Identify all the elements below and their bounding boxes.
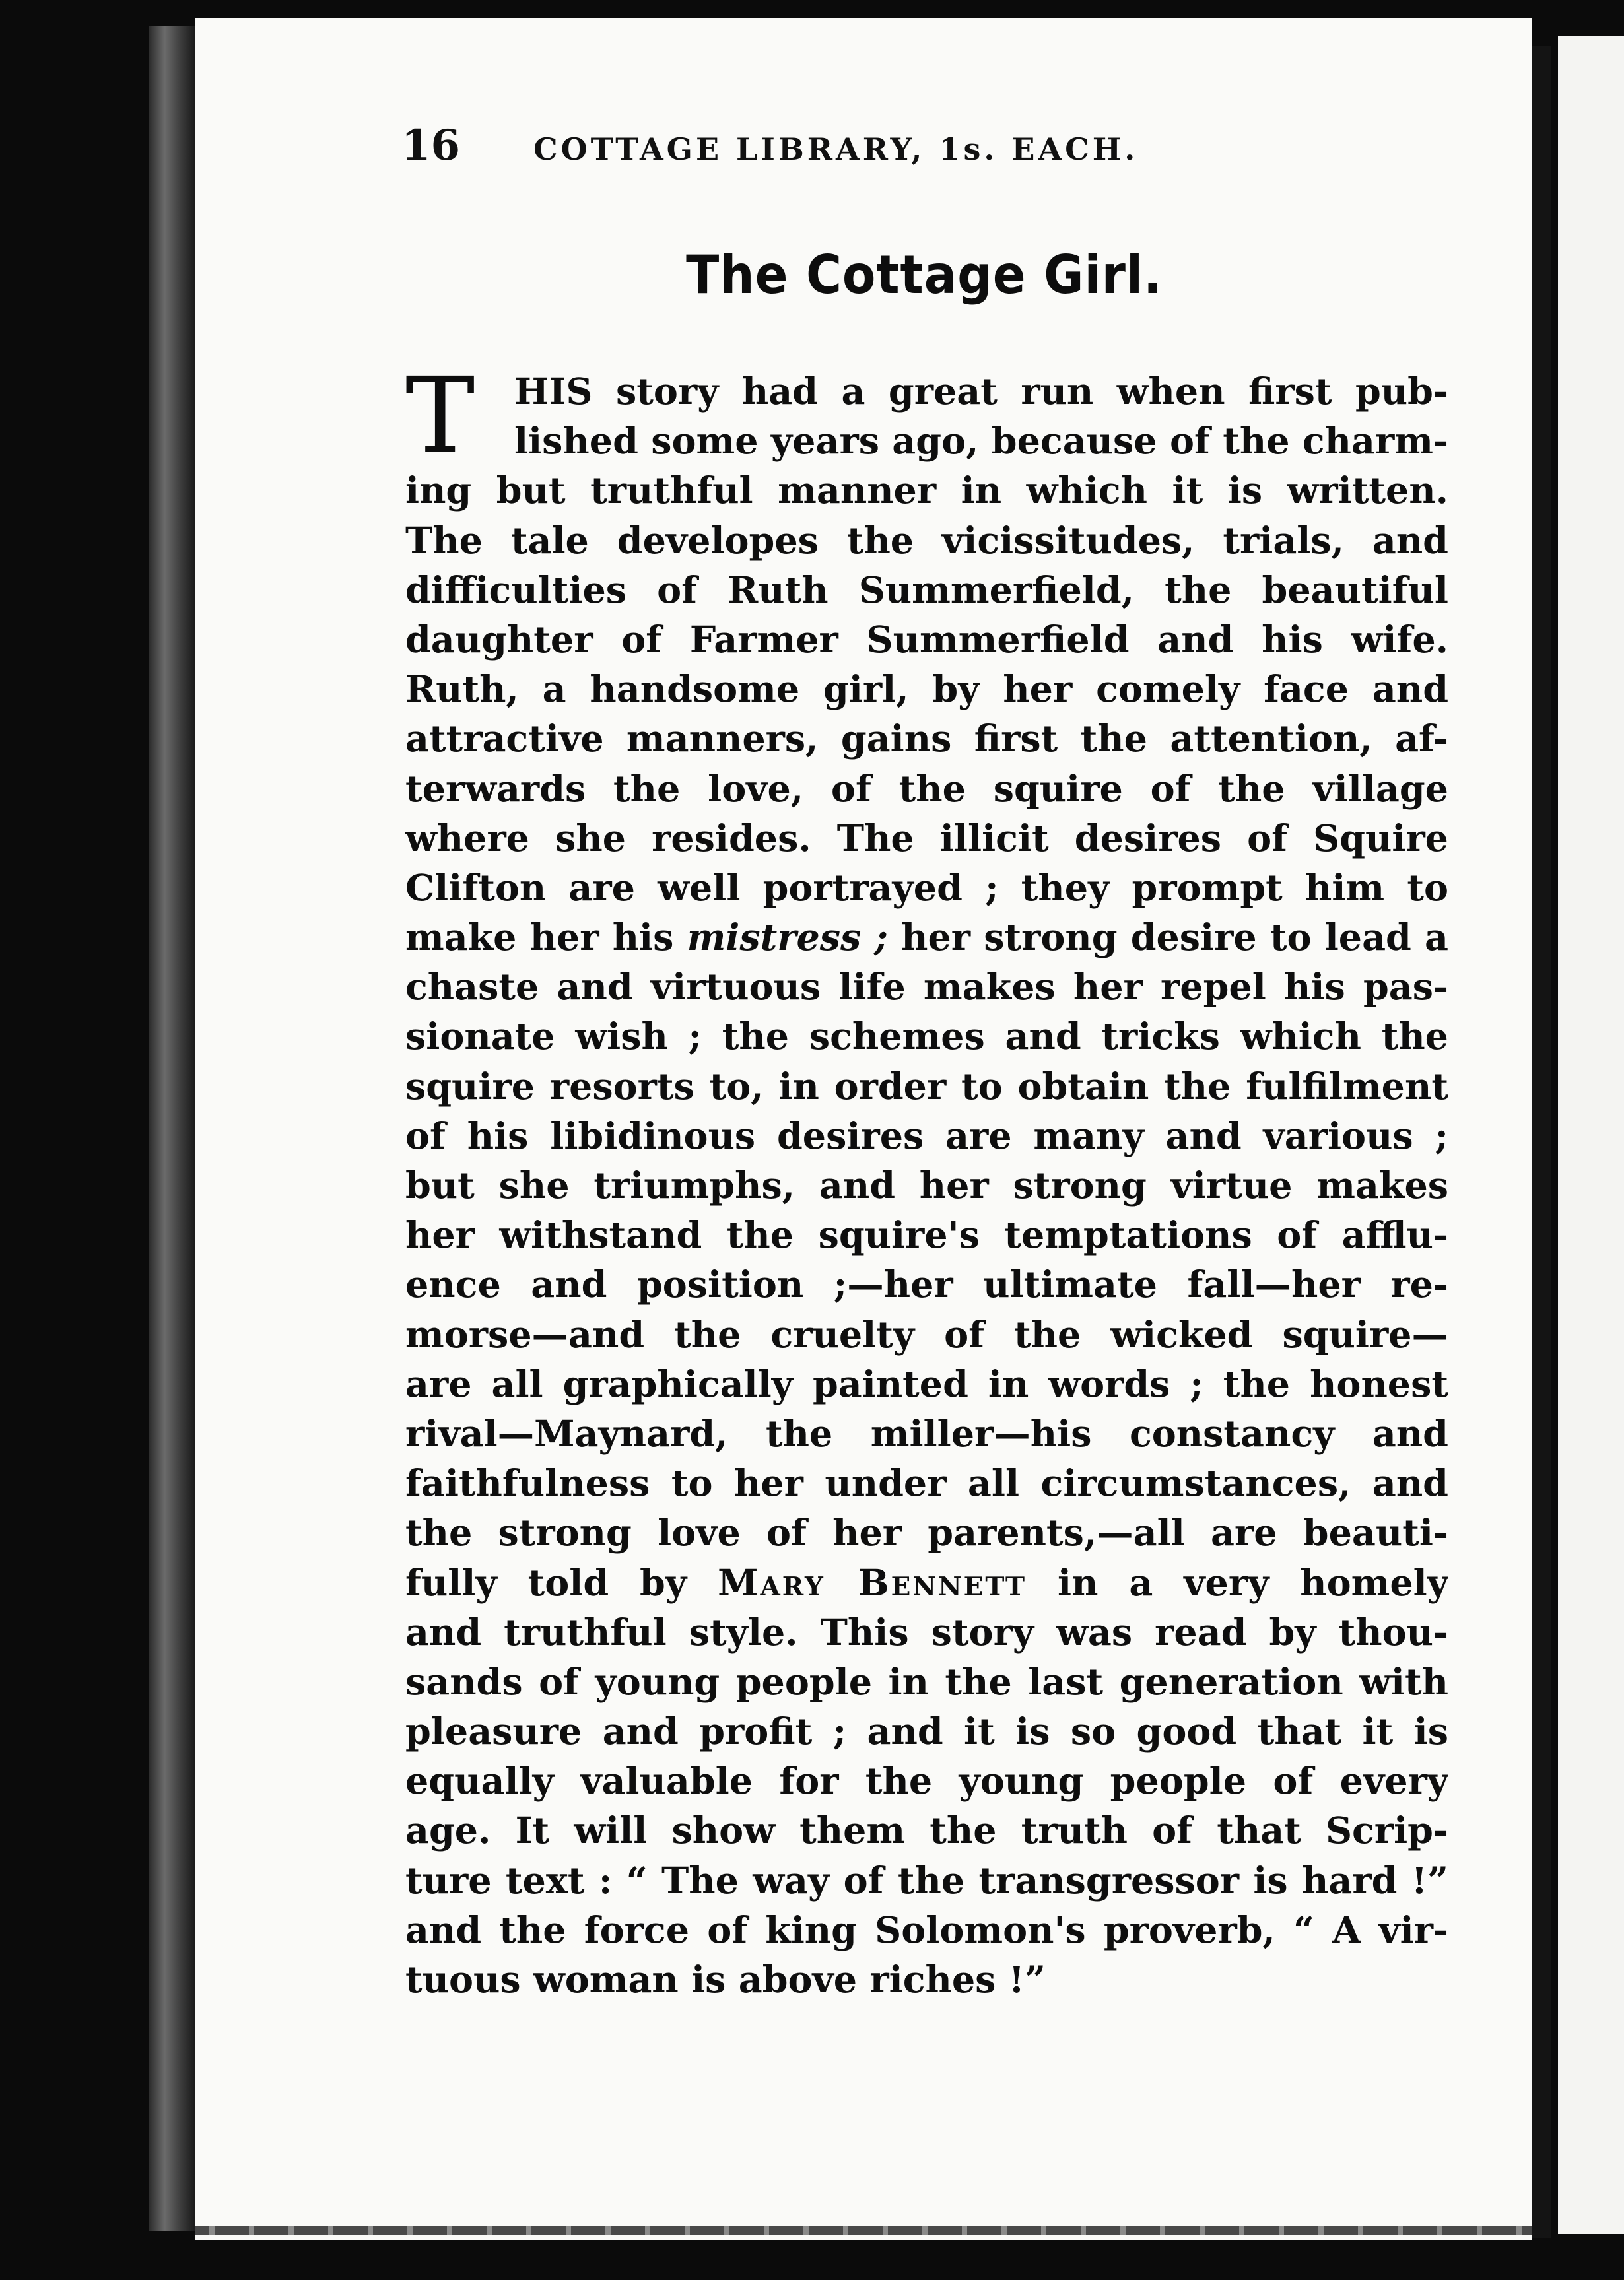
text-line: terwards the love, of the squire of the village xyxy=(405,767,1448,811)
text-line: HIS story had a great run when first pub- xyxy=(514,370,1448,413)
text-line: the strong love of her parents,—all are beauti- xyxy=(405,1512,1448,1555)
text-line: sionate wish ; the schemes and tricks which the xyxy=(405,1015,1448,1059)
text-line: tuous woman is above riches !” xyxy=(405,1959,1046,2001)
text-line: morse—and the cruelty of the wicked squire— xyxy=(405,1313,1448,1357)
text-line xyxy=(405,1559,1448,1608)
text-line: difficulties of Ruth Summerfield, the beautiful xyxy=(405,568,1448,612)
story-title: The Cottage Girl. xyxy=(686,244,1163,306)
text-line: pleasure and profit ; and it is so good that it is xyxy=(405,1710,1448,1754)
text-line: rival—Maynard, the miller—his constancy and xyxy=(405,1412,1448,1456)
text-line: faithfulness to her under all circumstances, and xyxy=(405,1462,1448,1506)
story-body xyxy=(405,355,1448,2005)
emphasized-word: mistress ; xyxy=(687,916,888,960)
text-segment: in a very homely xyxy=(1027,1561,1448,1605)
page-bottom-edge xyxy=(195,2226,1532,2235)
text-line: The tale developes the vicissitudes, trials, and xyxy=(405,519,1448,562)
text-line: Clifton are well portrayed ; they prompt him to xyxy=(405,866,1448,910)
drop-cap: T xyxy=(405,355,475,477)
text-line: where she resides. The illicit desires of Squire xyxy=(405,817,1448,860)
text-line: ing but truthful manner in which it is written. xyxy=(405,469,1448,513)
text-segment: fully told by xyxy=(405,1561,718,1605)
text-line: but she triumphs, and her strong virtue makes xyxy=(405,1164,1448,1207)
text-line: attractive manners, gains first the attention, af- xyxy=(405,718,1448,761)
text-line: squire resorts to, in order to obtain the fulfilment xyxy=(405,1065,1448,1108)
book-binding-left xyxy=(149,26,195,2231)
text-line: lished some years ago, because of the charm- xyxy=(514,420,1448,463)
text-line: ture text : “ The way of the transgressor is hard !” xyxy=(405,1859,1448,1902)
text-line: equally valuable for the young people of every xyxy=(405,1760,1448,1803)
text-line: chaste and virtuous life makes her repel his pas- xyxy=(405,966,1448,1009)
text-line: daughter of Farmer Summerfield and his wife. xyxy=(405,618,1448,661)
text-line: are all graphically painted in words ; the honest xyxy=(405,1362,1448,1406)
text-line: and the force of king Solomon's proverb, “ A vir- xyxy=(405,1908,1448,1952)
page-gutter-right xyxy=(1532,46,1551,2238)
author-name: Mary Bennett xyxy=(718,1561,1027,1605)
text-line: sands of young people in the last generation with xyxy=(405,1660,1448,1704)
text-line: Ruth, a handsome girl, by her comely face and xyxy=(405,668,1448,712)
adjacent-page-edge xyxy=(1558,36,1624,2234)
text-line: ence and position ;—her ultimate fall—her re- xyxy=(405,1263,1448,1307)
running-header xyxy=(401,121,1253,170)
text-line xyxy=(405,913,1448,962)
text-segment: her strong desire to lead a xyxy=(887,916,1448,960)
text-line: age. It will show them the truth of that Scrip- xyxy=(405,1809,1448,1853)
text-line: her withstand the squire's temptations of afflu- xyxy=(405,1214,1448,1257)
running-title: COTTAGE LIBRARY, 1s. EACH. xyxy=(533,131,1139,167)
text-segment: make her his xyxy=(405,916,687,960)
page-number: 16 xyxy=(401,121,461,170)
text-line: of his libidinous desires are many and various ; xyxy=(405,1114,1448,1158)
text-line: and truthful style. This story was read by thou- xyxy=(405,1611,1448,1654)
